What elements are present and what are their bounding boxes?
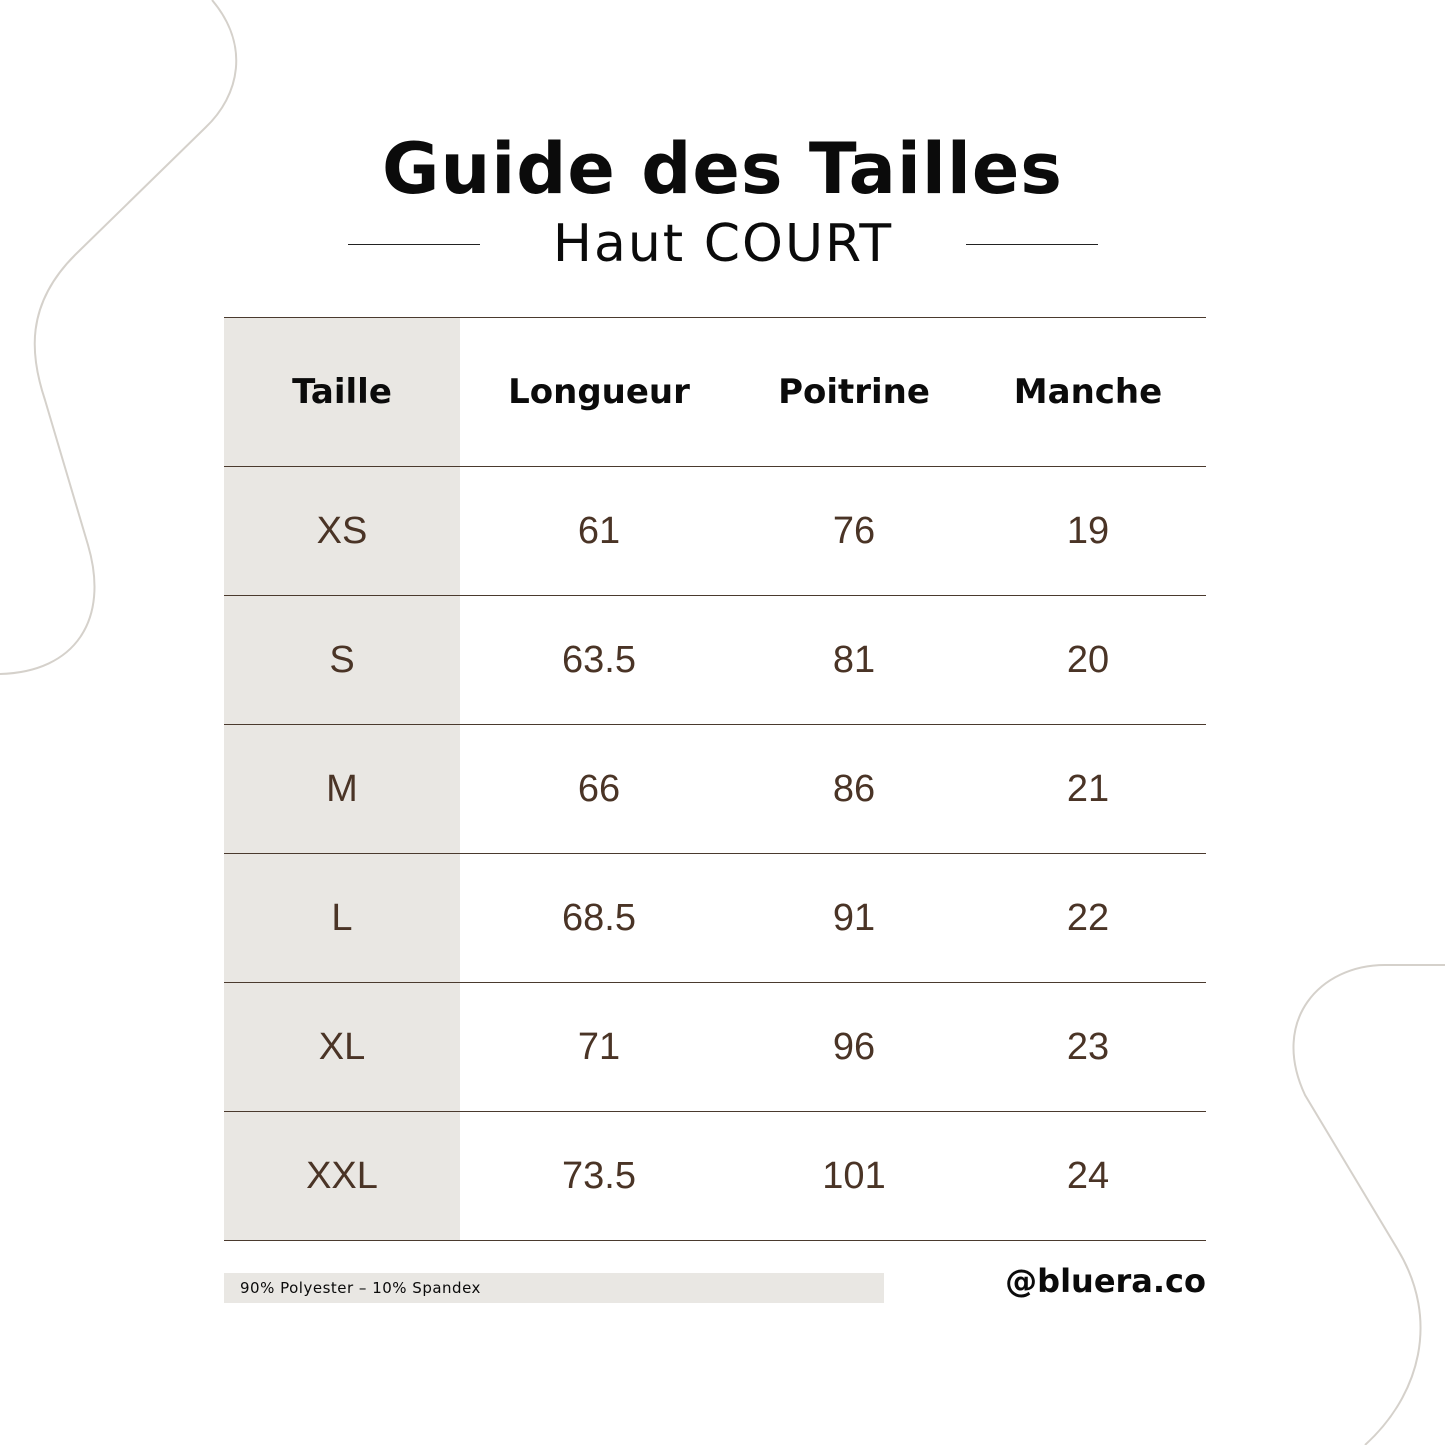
page-subtitle: Haut COURT [552,214,894,274]
cell-manche: 20 [970,596,1206,725]
cell-poitrine: 81 [738,596,970,725]
cell-longueur: 61 [460,467,738,596]
cell-manche: 19 [970,467,1206,596]
table-row [224,983,1206,1112]
cell-longueur: 73.5 [460,1112,738,1241]
material-composition: 90% Polyester – 10% Spandex [240,1279,481,1297]
size-table [224,317,1206,1241]
cell-poitrine: 96 [738,983,970,1112]
cell-size: L [224,854,460,983]
cell-longueur: 63.5 [460,596,738,725]
cell-manche: 24 [970,1112,1206,1241]
cell-poitrine: 86 [738,725,970,854]
cell-size: XXL [224,1112,460,1241]
cell-poitrine: 101 [738,1112,970,1241]
cell-manche: 23 [970,983,1206,1112]
table-row [224,854,1206,983]
table-row [224,1112,1206,1241]
column-header-poitrine: Poitrine [738,318,970,467]
column-header-taille: Taille [224,318,460,467]
cell-size: M [224,725,460,854]
cell-poitrine: 91 [738,854,970,983]
cell-size: XS [224,467,460,596]
cell-manche: 21 [970,725,1206,854]
cell-longueur: 68.5 [460,854,738,983]
table-row [224,596,1206,725]
table-row [224,467,1206,596]
material-banner [224,1273,884,1303]
column-header-manche: Manche [970,318,1206,467]
table-row [224,725,1206,854]
page-title: Guide des Tailles [382,128,1063,210]
subtitle-left-rule [348,244,480,245]
cell-manche: 22 [970,854,1206,983]
cell-size: S [224,596,460,725]
cell-longueur: 66 [460,725,738,854]
table-header-row [224,318,1206,467]
subtitle-row [348,212,1098,276]
subtitle-right-rule [966,244,1098,245]
cell-poitrine: 76 [738,467,970,596]
bottom-right-curve [1293,965,1445,1445]
cell-longueur: 71 [460,983,738,1112]
top-left-curve [0,0,236,674]
cell-size: XL [224,983,460,1112]
brand-handle: @bluera.co [1005,1262,1206,1300]
column-header-longueur: Longueur [460,318,738,467]
